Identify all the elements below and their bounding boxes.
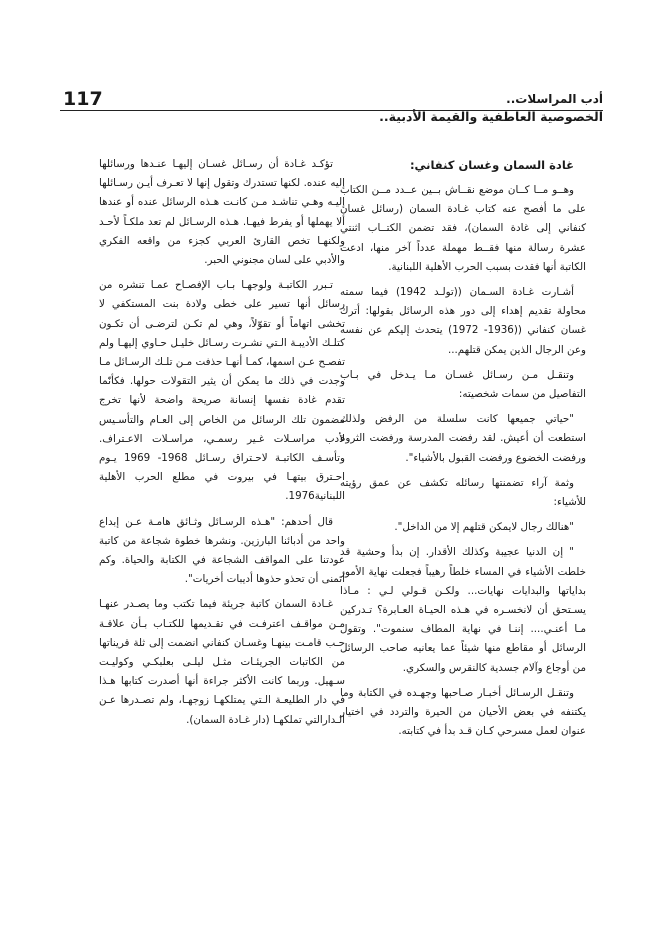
running-head [183, 90, 603, 126]
section-title: غادة السمان وغسان كنفاني: [409, 158, 574, 172]
right-column [340, 155, 586, 747]
paragraph: غـادة السمان كاتبة جريئة فيما تكتب وما يصـدر عنهـا مـن مواقـف اعترفـت في تقـديمها للكتـاب بـأن علاقـة حـب قامـت بينهـا وغسـان كنفاني انضمت إلى ثلة قريناتها من الكاتبات الجريئـات مثـل ليلـى بعلبكـي وكوليـت سـهيل. وربما كانت الأكثر جراءة أنها أصدرت كتابها هـذا في دار الطليعـة الـتي يمتلكهـا زوجهـا، ولم تصـدرها عـن الـدارالتي تملكهـا (دار غـادة السمان). [99, 598, 345, 726]
paragraph: وهــو مــا كــان موضع نقــاش بــين عــدد مــن الكتاب على ما أفصح عنه كتاب غـادة السمان (رسائل غسان كنفاني إلى غادة السمان)، فقد تضمن الكتــاب اثنتي عشرة رسالة منها فقــط مهملة عدداً آخر منها، ادعت الكاتبة أنها فقدت بسبب الحرب الأهلية اللبنانية. [340, 184, 586, 273]
quote-paragraph: قال أحدهم: "هـذه الرسـائل وثـائق هامـة عـن إبداع واحد من أدبائنا البارزين. ونشرها خطوة شجاعة من كاتبة عودتنا على المواقف الشجاعة في الكتابة والحياة. وكم أتمنى أن تحذو حذوها أديبات أخريات". [99, 515, 345, 586]
running-title-line1: أدب المراسلات.. [506, 92, 603, 106]
page-number: 117 [63, 88, 103, 110]
left-column [99, 155, 345, 736]
paragraph: أشـارت غـادة السـمان ((تولـد 1942) فيما سمته محاولة تقديم إهداء إلى دور هذه الرسائل بقولها: أترك غسان كنفاني ((1936- 1972) يتحدث إليكم عن نفسه وعن الرجال الذين يمكن قتلهم... [340, 286, 586, 356]
running-title-line2: الخصوصية العاطفية والقيمة الأدبية.. [379, 109, 603, 124]
quote-paragraph: " إن الدنيا عجيبة وكذلك الأقدار. إن بدأ وحشية قد خلطت الأشياء في المساء خلطاً رهيباً فجعلت نهاية الأمور بداياتها والبدايات نهايات... ولكـن قـولي لـي : مـاذا يسـتحق أن لانخسـره في هـذه الحيـاة العـابرة؟ تـدركين مـا أعنـي.... إننـا في نهاية المطاف سنموت". وتقول الرسائل أو مقاطع منها شيئاً عما يعانيه صاحب الرسائل من أوجاع وآلام جسدية كالنقرس والسكري. [340, 546, 586, 674]
paragraph: تـبرر الكاتبـة ولوجهـا بـاب الإفصـاح عمـا تنشره من رسائل أنها تسير على خطى ولادة بنت المستكفي لا تخشى اتهاماً أو تقوّلاً، وهي لم تكـن لترضـى أن تكـون كتلـك الأديبـة الـتي نشـرت رسـائل خليـل حـاوي إليهـا ولم تفصـح عـن اسمها، كمـا أنهـا حذفت مـن تلـك الرسـائل مـا وجدت في ذلك ما يمكن أن يثير التقولات حولها. فكأنّما تقدم غادة نفسها إنسانة صريحة واضحة لأنها تخرج مضمون تلك الرسائل من الخاص إلى العـام والتأسـيس لأدب مراسـلات غـير رسمـي، مراسـلات الاعـتراف. وتأسـف الكاتبـة لاحـتراق رسـائل 1968- 1969 يـوم احـترق بيتهـا في بيروت في مطلع الحرب الأهلية اللبنانية1976. [99, 279, 345, 503]
paragraph: وتنقـل الرسـائل أخبـار صـاحبها وجهـده في الكتابة وما يكتنفه في بعض الأحيان من الحيرة والتردد في اختيار عنوان لعمل مسرحي كـان قـد بدأ في كتابته. [340, 686, 586, 738]
quote-paragraph: "حياتي جميعها كانت سلسلة من الرفض ولذلك استطعت أن أعيش. لقد رفضت المدرسة ورفضت الثروة ورفضت الخضوع ورفضت القبول بالأشياء". [340, 413, 586, 464]
paragraph: وثمة آراء تضمنتها رسائله تكشف عن عمق رؤيته للأشياء: [340, 476, 586, 509]
quote-paragraph: "هنالك رجال لايمكن قتلهم إلا من الداخل". [394, 521, 574, 534]
paragraph: وتنقـل مـن رسـائل غسـان مـا يـدخل في بـاب التفاصيل من سمات شخصيته: [340, 368, 586, 401]
paragraph: تؤكـد غـادة أن رسـائل غسـان إليهـا عنـدها ورسائلها إليه عنده. لكنها تستدرك وتقول إنها لا تعـرف أيـن رسـائلها إليـه وهـي تناشـد مـن كانـت هـذه الرسائل عنده أو عندها ألا يهملها أو يفرط فيهـا. هـذه الرسـائل لم تعد ملكـاً لأحـد ولكنهـا تخص القارئ العربي كجزء من واقعه الفكري والأدبي على لسان مجنوني الحبر. [99, 158, 345, 267]
header-rule [60, 110, 603, 111]
